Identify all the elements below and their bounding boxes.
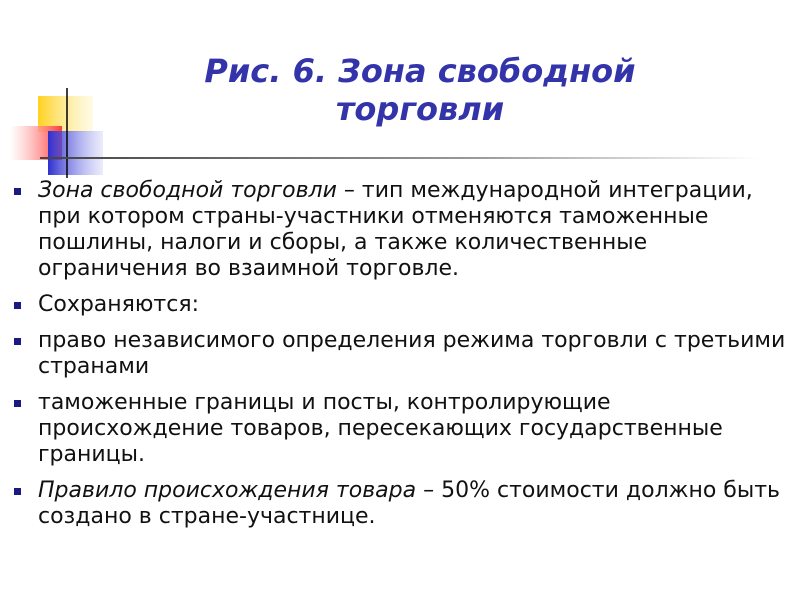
bullet-text: – тип международной интеграции, при котором страны-участники отменяются таможенные пошлины, налоги и сборы, а также количественные ограничения во взаимной торговле.	[38, 178, 753, 281]
term-free-trade-zone: Зона свободной торговли	[38, 178, 337, 203]
title-divider	[40, 157, 760, 159]
term-rule-of-origin: Правило происхождения товара	[38, 478, 417, 503]
decor-blue-square	[48, 131, 103, 175]
square-bullet-icon	[14, 338, 21, 345]
bullet-item-rule-of-origin	[12, 478, 792, 530]
corner-decoration	[0, 0, 120, 180]
square-bullet-icon	[14, 400, 21, 407]
bullet-item-trade-regime	[12, 328, 792, 380]
slide-title: Рис. 6. Зона свободной торговли	[204, 52, 636, 128]
bullet-list	[12, 178, 792, 540]
bullet-text: право независимого определения режима торговли с третьими странами	[38, 328, 786, 379]
bullet-text: Сохраняются:	[38, 292, 199, 317]
square-bullet-icon	[14, 488, 21, 495]
bullet-item-customs-borders	[12, 390, 792, 468]
square-bullet-icon	[14, 302, 21, 309]
bullet-text: таможенные границы и посты, контролирующие происхождение товаров, пересекающих государственные границы.	[38, 390, 723, 467]
bullet-text: – 50% стоимости должно быть создано в стране-участнице.	[38, 478, 781, 529]
square-bullet-icon	[14, 188, 21, 195]
bullet-item-retained	[12, 292, 792, 318]
bullet-item-definition	[12, 178, 792, 282]
